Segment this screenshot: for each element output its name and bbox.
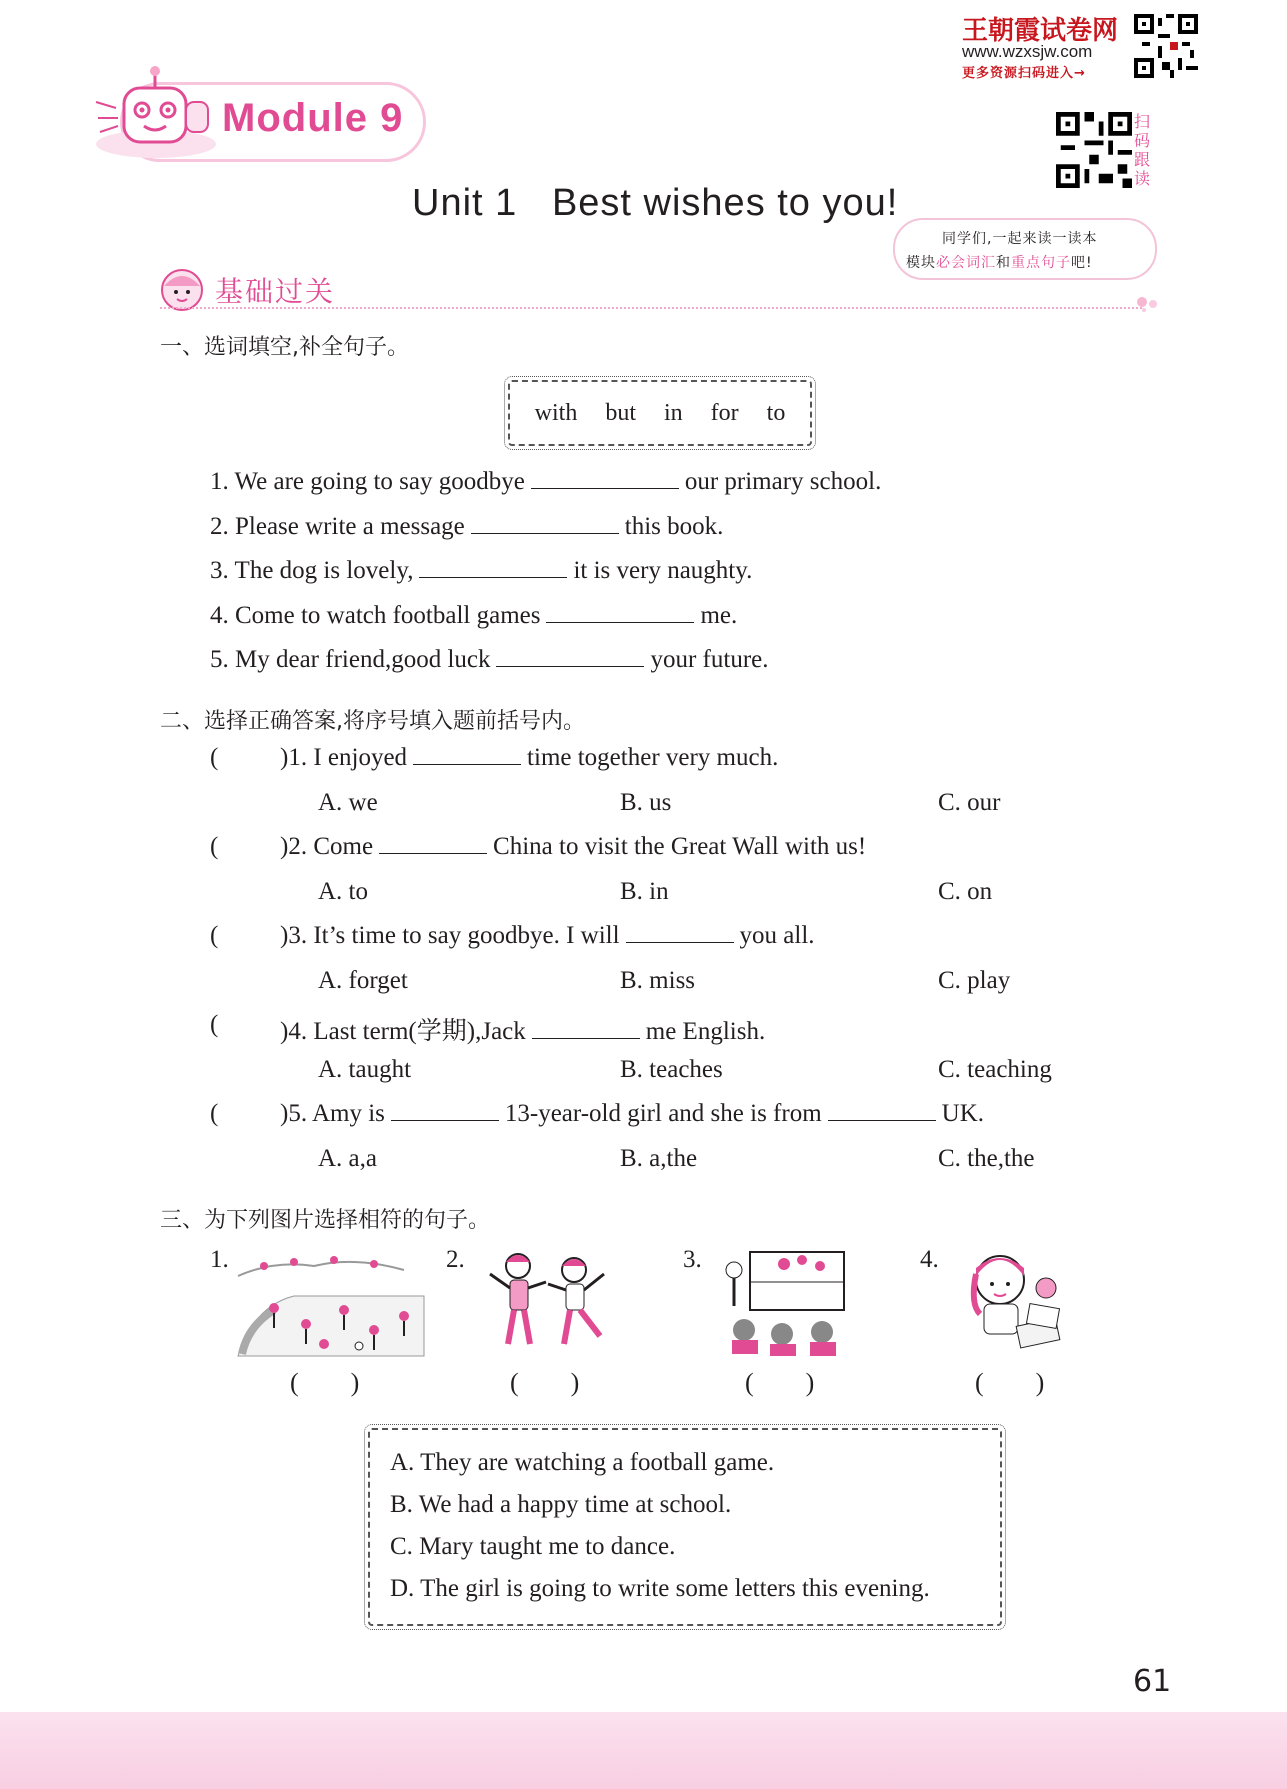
brand-title: 王朝霞试卷网 bbox=[962, 16, 1119, 46]
option-a[interactable]: A. we bbox=[318, 789, 378, 816]
dots-decoration-icon bbox=[1136, 292, 1160, 312]
fill-item-2: 2. Please write a message this book. bbox=[210, 513, 724, 540]
choice-paren-open: ( bbox=[210, 922, 219, 949]
answer-blank[interactable] bbox=[419, 576, 567, 578]
tip-bubble bbox=[893, 218, 1157, 280]
choice-paren-open: ( bbox=[210, 1011, 219, 1038]
answer-blank[interactable] bbox=[471, 532, 619, 534]
answer-blank[interactable] bbox=[496, 665, 644, 667]
choice-question-2: )2. Come China to visit the Great Wall with us! bbox=[280, 833, 867, 860]
choice-question-3: )3. It’s time to say goodbye. I will you all. bbox=[280, 922, 815, 949]
picture-number: 3. bbox=[683, 1246, 702, 1273]
option-c[interactable]: C. teaching bbox=[938, 1056, 1052, 1083]
read-along-qr-code-icon[interactable] bbox=[1056, 112, 1132, 188]
word-bank-item: to bbox=[766, 399, 786, 426]
option-b[interactable]: B. in bbox=[620, 878, 669, 905]
section-title: 基础过关 bbox=[215, 275, 336, 308]
option-a[interactable]: A. to bbox=[318, 878, 368, 905]
picture-number: 2. bbox=[446, 1246, 465, 1273]
picture-number: 1. bbox=[210, 1246, 229, 1273]
football-game-picture bbox=[234, 1246, 430, 1360]
choice-paren-open: ( bbox=[210, 744, 219, 771]
sentence-option-b: B. We had a happy time at school. bbox=[390, 1491, 732, 1518]
answer-blank[interactable] bbox=[626, 941, 734, 943]
fill-item-4: 4. Come to watch football games me. bbox=[210, 602, 738, 629]
sentence-option-d: D. The girl is going to write some letters this evening. bbox=[390, 1575, 930, 1602]
scan-read-along-label: 扫码跟读 bbox=[1134, 112, 1151, 188]
word-bank-item: but bbox=[605, 399, 636, 426]
picture-answer-3[interactable]: ( ) bbox=[745, 1368, 815, 1397]
answer-blank[interactable] bbox=[379, 852, 487, 854]
answer-blank[interactable] bbox=[391, 1119, 499, 1121]
option-c[interactable]: C. our bbox=[938, 789, 1001, 816]
word-bank-item: for bbox=[710, 399, 739, 426]
girl-writing-picture bbox=[958, 1244, 1070, 1356]
word-bank-item: in bbox=[664, 399, 683, 426]
brand-url[interactable]: www.wzxsjw.com bbox=[962, 42, 1093, 61]
word-bank-item: with bbox=[534, 399, 578, 426]
fill-item-1: 1. We are going to say goodbye our primary school. bbox=[210, 468, 882, 495]
picture-answer-4[interactable]: ( ) bbox=[975, 1368, 1045, 1397]
option-a[interactable]: A. forget bbox=[318, 967, 408, 994]
footer-band bbox=[0, 1712, 1287, 1789]
word-bank bbox=[508, 380, 812, 446]
option-b[interactable]: B. us bbox=[620, 789, 672, 816]
option-a[interactable]: A. a,a bbox=[318, 1145, 377, 1172]
fill-item-5: 5. My dear friend,good luck your future. bbox=[210, 646, 769, 673]
choice-paren-open: ( bbox=[210, 1100, 219, 1127]
option-b[interactable]: B. miss bbox=[620, 967, 696, 994]
sentence-option-a: A. They are watching a football game. bbox=[390, 1449, 775, 1476]
tip-line-2: 模块必会词汇和重点句子吧! bbox=[906, 255, 1093, 271]
answer-blank[interactable] bbox=[413, 763, 521, 765]
answer-blank[interactable] bbox=[532, 1037, 640, 1039]
brand-more-link[interactable]: 更多资源扫码进入→ bbox=[962, 66, 1086, 81]
option-b[interactable]: B. a,the bbox=[620, 1145, 698, 1172]
tip-line-1: 同学们,一起来读一读本 bbox=[942, 231, 1098, 247]
option-a[interactable]: A. taught bbox=[318, 1056, 412, 1083]
picture-answer-1[interactable]: ( ) bbox=[290, 1368, 360, 1397]
classroom-picture bbox=[720, 1246, 852, 1356]
part2-heading: 二、选择正确答案,将序号填入题前括号内。 bbox=[160, 709, 585, 734]
option-c[interactable]: C. on bbox=[938, 878, 993, 905]
answer-blank[interactable] bbox=[546, 621, 694, 623]
robot-mascot-illustration bbox=[86, 62, 226, 162]
option-b[interactable]: B. teaches bbox=[620, 1056, 723, 1083]
girls-dancing-picture bbox=[482, 1244, 614, 1354]
answer-blank[interactable] bbox=[828, 1119, 936, 1121]
fill-item-3: 3. The dog is lovely, it is very naughty. bbox=[210, 557, 753, 584]
brand-qr-code-icon[interactable] bbox=[1134, 14, 1198, 78]
page-number: 61 bbox=[1133, 1664, 1172, 1699]
choice-question-4: )4. Last term(学期),Jack me English. bbox=[280, 1018, 766, 1045]
module-title: Module 9 bbox=[222, 96, 404, 140]
option-c[interactable]: C. play bbox=[938, 967, 1011, 994]
choice-question-1: )1. I enjoyed time together very much. bbox=[280, 744, 779, 771]
unit-title: Unit 1 Best wishes to you! bbox=[412, 182, 899, 224]
choice-question-5: )5. Amy is 13-year-old girl and she is from UK. bbox=[280, 1100, 985, 1127]
picture-number: 4. bbox=[920, 1246, 939, 1273]
girl-face-icon bbox=[158, 266, 208, 312]
answer-blank[interactable] bbox=[531, 487, 679, 489]
choice-paren-open: ( bbox=[210, 833, 219, 860]
sentence-option-c: C. Mary taught me to dance. bbox=[390, 1533, 676, 1560]
part3-heading: 三、为下列图片选择相符的句子。 bbox=[160, 1208, 491, 1233]
sentence-options-box bbox=[368, 1428, 1002, 1626]
option-c[interactable]: C. the,the bbox=[938, 1145, 1035, 1172]
section-divider bbox=[160, 307, 1142, 309]
part1-heading: 一、选词填空,补全句子。 bbox=[160, 335, 409, 360]
picture-answer-2[interactable]: ( ) bbox=[510, 1368, 580, 1397]
